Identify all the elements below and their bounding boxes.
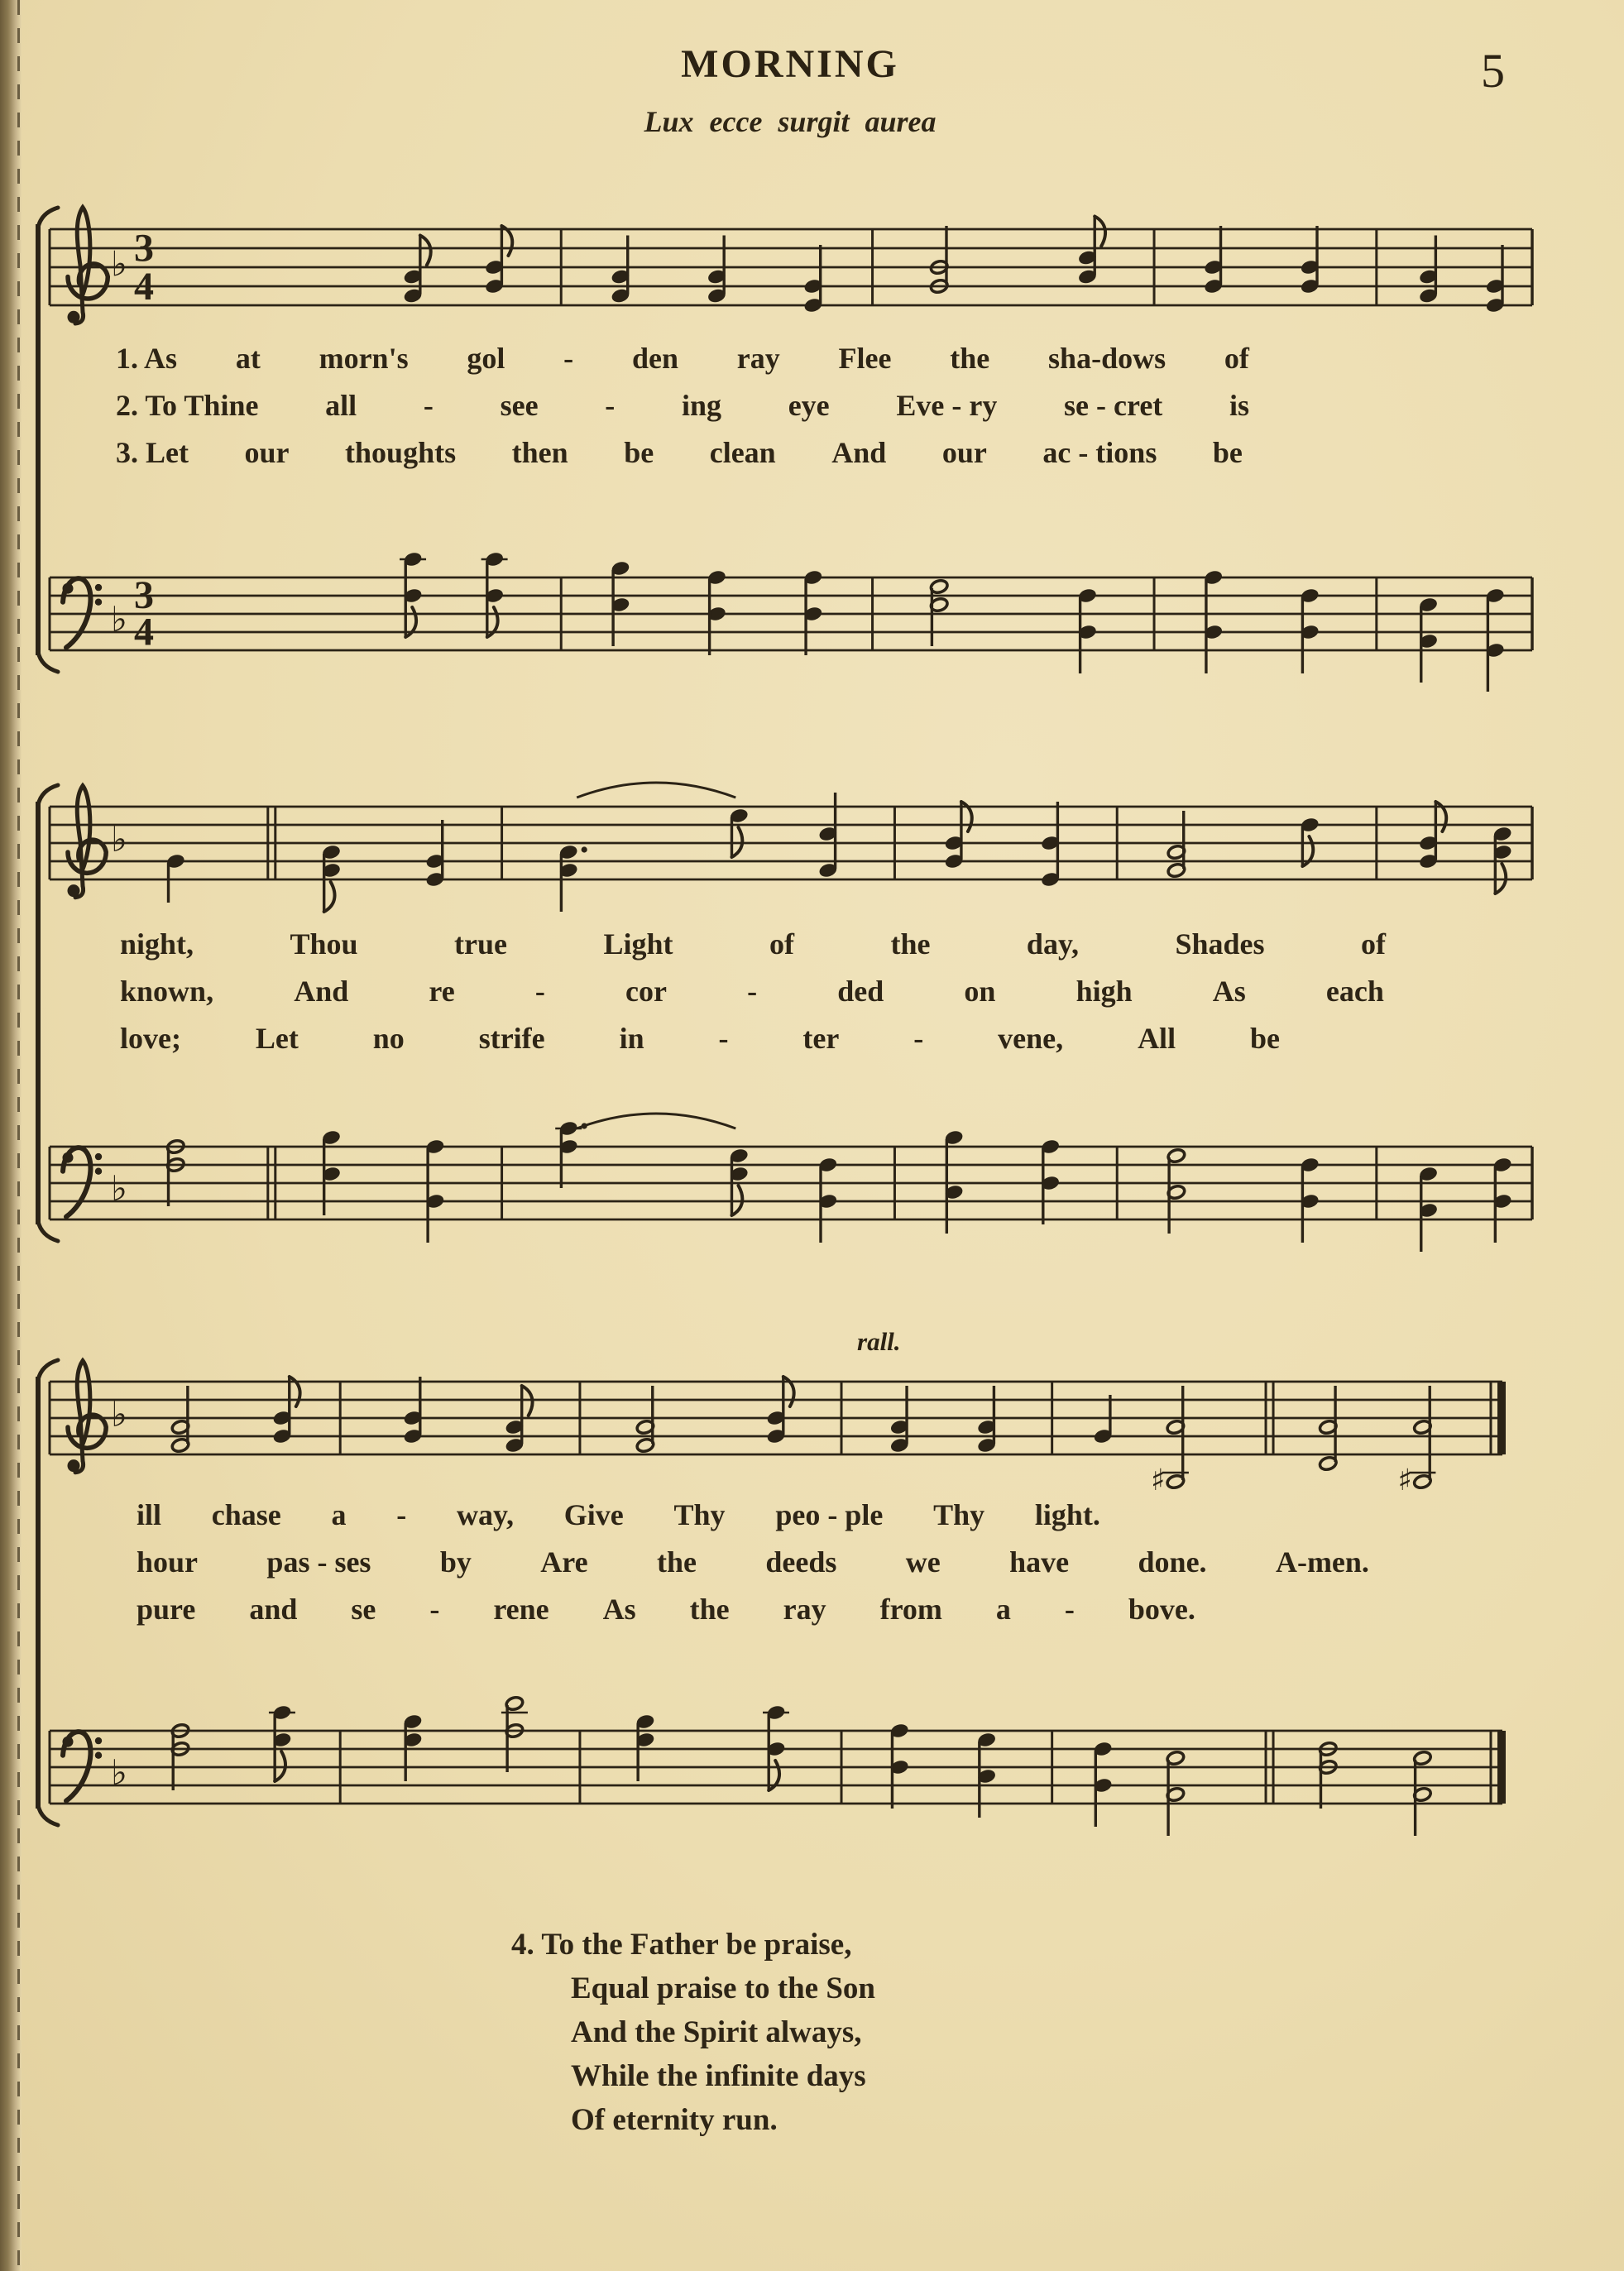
lyric-line-system3-verse3	[137, 1592, 1195, 1627]
note	[707, 569, 726, 655]
note	[1094, 1741, 1113, 1827]
lyric-word: high	[1075, 975, 1133, 1008]
note	[707, 236, 726, 304]
key-signature-flat: ♭	[111, 243, 127, 285]
lyric-word: the	[950, 342, 990, 375]
note	[1419, 802, 1446, 870]
lyric-word: ter	[802, 1022, 840, 1055]
lyric-word: love;	[120, 1022, 181, 1055]
note	[1041, 1138, 1060, 1224]
lyric-word: Thy	[673, 1498, 726, 1531]
note	[635, 1713, 654, 1781]
lyric-word: night,	[120, 927, 194, 961]
note	[1419, 1166, 1438, 1252]
note	[403, 236, 430, 304]
lyric-line-system1-verse2	[116, 388, 1249, 423]
note	[425, 820, 444, 888]
lyric-word: -	[718, 1022, 729, 1055]
note	[322, 1129, 341, 1215]
binding-stitch-line	[17, 0, 20, 2271]
note	[1397, 1386, 1435, 1497]
accidental-sharp: ♯	[1397, 1464, 1412, 1497]
lyric-word: ray	[736, 342, 780, 375]
lyric-word: hour	[137, 1545, 199, 1579]
lyric-word: 1. As	[116, 342, 178, 375]
note	[1204, 569, 1223, 673]
note	[1319, 1741, 1338, 1809]
lyric-word: Eve - ry	[896, 389, 998, 422]
lyric-word: on	[964, 975, 996, 1008]
note	[170, 1722, 189, 1790]
note	[1301, 1157, 1320, 1243]
note	[166, 1138, 185, 1206]
note	[890, 1386, 909, 1454]
lyric-word: -	[429, 1593, 440, 1626]
note	[730, 1147, 749, 1215]
lyric-word: ac - tions	[1042, 436, 1157, 469]
lyric-word: strife	[478, 1022, 545, 1055]
note	[1094, 1395, 1113, 1445]
lyric-word: pas - ses	[266, 1545, 371, 1579]
svg-text:3: 3	[134, 226, 154, 271]
note	[1486, 587, 1505, 692]
lyric-word: -	[563, 342, 574, 375]
lyric-word: A-men.	[1275, 1545, 1369, 1579]
lyric-word: Flee	[838, 342, 892, 375]
lyric-word: And	[831, 436, 887, 469]
note	[1078, 217, 1105, 285]
lyric-word: light.	[1034, 1498, 1100, 1531]
lyric-line-system2-verse3	[120, 1021, 1280, 1056]
verse-line: Equal praise to the Son	[571, 1972, 876, 2005]
slur	[577, 1114, 735, 1128]
note	[403, 1713, 422, 1781]
treble-clef-icon	[68, 1361, 107, 1473]
lyric-word: Let	[255, 1022, 299, 1055]
bracket-hook-bottom	[38, 1221, 58, 1241]
lyric-word: -	[605, 389, 616, 422]
note	[1204, 226, 1223, 295]
note	[890, 1722, 909, 1809]
key-signature-flat: ♭	[111, 1167, 127, 1209]
eighth-flag	[1095, 217, 1105, 247]
note	[930, 578, 949, 646]
eighth-flag	[501, 226, 512, 256]
note	[1319, 1386, 1338, 1472]
note	[1419, 596, 1438, 683]
lyric-word: sha-dows	[1048, 342, 1167, 375]
note	[635, 1386, 654, 1454]
lyric-word: chase	[211, 1498, 281, 1531]
svg-text:4: 4	[134, 610, 154, 654]
page-subtitle: Lux ecce surgit aurea	[644, 105, 937, 138]
lyric-word: As	[1212, 975, 1246, 1008]
note	[400, 551, 426, 637]
lyric-line-system1-verse1	[116, 341, 1249, 376]
note	[559, 844, 587, 912]
lyric-word: each	[1325, 975, 1384, 1008]
lyric-word: no	[372, 1022, 405, 1055]
bracket-hook-top	[38, 785, 58, 805]
note	[977, 1386, 996, 1454]
note	[501, 1695, 528, 1772]
note	[766, 1377, 793, 1445]
lyric-word: den	[631, 342, 678, 375]
slur	[577, 783, 735, 798]
lyric-word: of	[1224, 342, 1249, 375]
lyric-word: at	[235, 342, 261, 375]
lyric-word: all	[325, 389, 357, 422]
note	[1493, 1157, 1512, 1243]
note	[1413, 1750, 1432, 1836]
lyric-word: -	[913, 1022, 924, 1055]
bass-staff	[50, 1695, 1506, 1836]
verse-line: Of eternity run.	[571, 2103, 778, 2137]
bracket-hook-bottom	[38, 1805, 58, 1825]
lyric-word: se	[351, 1593, 376, 1626]
verse-line: 4. To the Father be praise,	[511, 1928, 852, 1962]
note	[403, 1377, 422, 1445]
note	[945, 802, 972, 870]
note	[1493, 826, 1512, 894]
key-signature-flat: ♭	[111, 598, 127, 640]
lyric-word: 3. Let	[116, 436, 189, 469]
note	[818, 1157, 837, 1243]
lyric-word: re	[429, 975, 455, 1008]
final-barline-thick	[1497, 1731, 1506, 1804]
note	[272, 1377, 299, 1445]
note	[166, 853, 185, 903]
time-signature	[134, 573, 154, 654]
note	[1041, 802, 1060, 888]
treble-staff	[50, 1361, 1506, 1497]
bracket-hook-bottom	[38, 652, 58, 672]
note	[977, 1732, 996, 1818]
lyric-word: cor	[625, 975, 667, 1008]
note	[269, 1704, 295, 1781]
tempo-marking-rall: rall.	[857, 1327, 901, 1356]
lyric-word: Thou	[290, 927, 358, 961]
note	[611, 236, 630, 304]
lyric-word: ray	[783, 1593, 826, 1626]
lyric-word: the	[656, 1545, 697, 1579]
note	[170, 1386, 189, 1454]
lyric-word: by	[439, 1545, 472, 1579]
note	[1486, 245, 1505, 314]
page-title: MORNING	[681, 42, 899, 86]
lyric-word: And	[294, 975, 349, 1008]
augmentation-dot	[582, 846, 587, 852]
note	[1167, 811, 1186, 879]
lyric-word: deeds	[765, 1545, 837, 1579]
lyric-word: rene	[493, 1593, 549, 1626]
lyric-word: then	[511, 436, 568, 469]
note	[425, 1138, 444, 1243]
lyric-word: from	[879, 1593, 942, 1626]
note	[803, 245, 822, 314]
note	[481, 551, 508, 637]
key-signature-flat: ♭	[111, 818, 127, 860]
lyric-word: ill	[137, 1498, 162, 1531]
lyric-word: our	[244, 436, 290, 469]
note	[1301, 587, 1320, 673]
lyric-word: gol	[467, 342, 505, 375]
bass-staff	[50, 1114, 1532, 1252]
lyric-word: -	[747, 975, 758, 1008]
lyric-word: pure	[137, 1593, 196, 1626]
key-signature-flat: ♭	[111, 1751, 127, 1793]
lyric-word: our	[941, 436, 987, 469]
note	[1301, 226, 1320, 295]
final-verse	[511, 1923, 875, 2142]
svg-text:4: 4	[134, 265, 154, 309]
lyric-word: way,	[457, 1498, 515, 1531]
lyric-word: thoughts	[345, 436, 457, 469]
lyric-word: morn's	[319, 342, 409, 375]
note	[1078, 587, 1097, 673]
note	[322, 844, 341, 912]
lyric-word: in	[619, 1022, 644, 1055]
lyric-line-system2-verse1	[120, 927, 1386, 961]
note	[1419, 236, 1438, 304]
treble-staff	[50, 208, 1532, 323]
note	[1151, 1386, 1189, 1497]
lyric-word: All	[1138, 1022, 1176, 1055]
note	[1167, 1147, 1186, 1234]
lyric-line-system3-verse1	[137, 1497, 1100, 1532]
lyric-word: a	[995, 1593, 1011, 1626]
lyric-word: peo - ple	[775, 1498, 884, 1531]
note	[485, 226, 512, 295]
lyric-word: 2. To Thine	[116, 389, 259, 422]
bracket-hook-top	[38, 208, 58, 228]
note	[945, 1129, 964, 1234]
note	[730, 807, 749, 857]
lyric-word: known,	[120, 975, 214, 1008]
lyric-word: done.	[1138, 1545, 1207, 1579]
verse-line: While the infinite days	[571, 2059, 866, 2093]
lyric-word: clean	[709, 436, 776, 469]
lyric-word: be	[1212, 436, 1243, 469]
note	[818, 793, 837, 879]
lyric-word: -	[534, 975, 545, 1008]
lyric-word: ing	[681, 389, 721, 422]
bracket-hook-top	[38, 1360, 58, 1380]
treble-clef-icon	[68, 786, 107, 898]
treble-staff	[50, 783, 1532, 912]
time-signature	[134, 227, 154, 309]
final-barline-thick	[1497, 1382, 1506, 1454]
lyric-word: Give	[563, 1498, 624, 1531]
note	[555, 1120, 587, 1188]
lyric-word: have	[1009, 1545, 1070, 1579]
lyric-word: the	[689, 1593, 730, 1626]
eighth-flag	[324, 882, 335, 912]
lyric-word: vene,	[998, 1022, 1064, 1055]
lyric-word: of	[1360, 927, 1386, 961]
bass-staff	[50, 551, 1532, 692]
page-number: 5	[1481, 44, 1505, 98]
lyric-word: be	[1249, 1022, 1280, 1055]
note	[803, 569, 822, 655]
note	[1301, 817, 1320, 866]
note	[505, 1386, 532, 1454]
note	[1166, 1750, 1185, 1836]
lyric-word: is	[1229, 389, 1249, 422]
lyric-word: Thy	[933, 1498, 985, 1531]
lyric-line-system1-verse3	[116, 435, 1243, 470]
lyric-line-system2-verse2	[120, 974, 1384, 1009]
lyric-word: see	[500, 389, 539, 422]
lyric-word: be	[624, 436, 654, 469]
lyric-word: we	[905, 1545, 941, 1579]
note	[763, 1704, 789, 1790]
lyric-word: and	[249, 1593, 298, 1626]
note	[930, 226, 949, 295]
lyric-word: Are	[540, 1545, 588, 1579]
lyric-word: Shades	[1175, 927, 1265, 961]
lyric-word: -	[423, 389, 434, 422]
lyric-word: Light	[603, 927, 673, 961]
lyric-word: se - cret	[1064, 389, 1163, 422]
accidental-sharp: ♯	[1150, 1464, 1166, 1497]
lyric-word: As	[602, 1593, 636, 1626]
svg-text:3: 3	[134, 573, 154, 617]
lyric-word: a	[331, 1498, 347, 1531]
lyric-word: eye	[788, 389, 830, 422]
note	[611, 560, 630, 646]
lyric-word: -	[1064, 1593, 1075, 1626]
eighth-flag	[420, 236, 431, 266]
key-signature-flat: ♭	[111, 1393, 127, 1435]
lyric-line-system3-verse2	[137, 1545, 1369, 1579]
verse-line: And the Spirit always,	[571, 2015, 862, 2049]
lyric-word: ded	[837, 975, 884, 1008]
lyric-word: -	[396, 1498, 407, 1531]
lyric-word: true	[454, 927, 508, 961]
lyric-word: the	[890, 927, 931, 961]
lyric-word: bove.	[1128, 1593, 1195, 1626]
lyric-word: of	[769, 927, 794, 961]
lyric-word: day,	[1026, 927, 1079, 961]
